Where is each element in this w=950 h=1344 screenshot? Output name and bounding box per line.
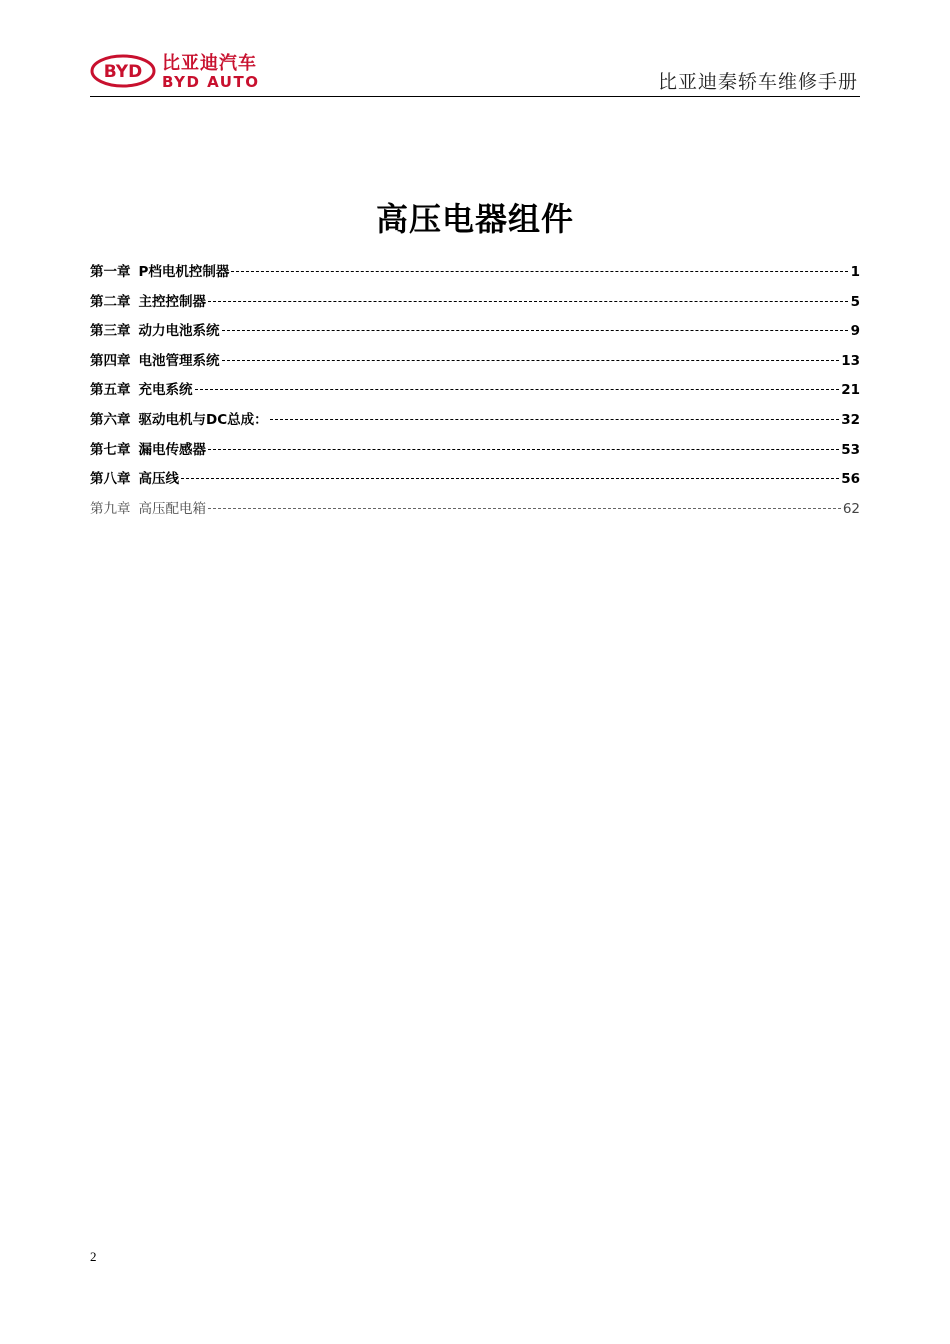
toc-chapter-label: 第七章	[90, 441, 131, 458]
toc-page-number: 32	[841, 411, 860, 428]
toc-entry[interactable]	[90, 378, 860, 408]
toc-entry-title: 充电系统	[138, 382, 193, 399]
table-of-contents	[90, 260, 860, 526]
toc-entry[interactable]	[90, 467, 860, 497]
toc-leader-dots	[270, 419, 840, 420]
logo-name-en: BYD AUTO	[162, 73, 260, 91]
toc-page-number: 9	[850, 323, 860, 340]
toc-leader-dots	[222, 330, 849, 331]
toc-leader-dots	[181, 478, 839, 479]
page-header	[90, 48, 860, 97]
toc-entry[interactable]	[90, 497, 860, 527]
manual-title: 比亚迪秦轿车维修手册	[657, 71, 858, 93]
toc-chapter-label: 第三章	[90, 323, 131, 340]
toc-entry[interactable]	[90, 290, 860, 320]
toc-chapter-label: 第二章	[90, 293, 131, 310]
toc-chapter-label: 第九章	[90, 500, 131, 517]
toc-leader-dots	[208, 449, 839, 450]
toc-page-number: 53	[841, 441, 860, 458]
toc-chapter-label: 第八章	[90, 471, 131, 488]
toc-chapter-label: 第五章	[90, 382, 131, 399]
toc-entry-title: 漏电传感器	[138, 441, 206, 458]
byd-logo	[90, 54, 280, 90]
toc-entry-title: 电池管理系统	[138, 352, 220, 369]
toc-leader-dots	[222, 360, 840, 361]
toc-entry-title: 高压线	[138, 471, 179, 488]
toc-leader-dots	[208, 508, 841, 509]
toc-leader-dots	[208, 301, 848, 302]
toc-entry[interactable]	[90, 260, 860, 290]
toc-entry[interactable]	[90, 319, 860, 349]
toc-page-number: 21	[841, 382, 860, 399]
toc-entry[interactable]	[90, 349, 860, 379]
toc-page-number: 56	[841, 471, 860, 488]
toc-leader-dots	[195, 389, 840, 390]
toc-entry-title: 主控控制器	[138, 293, 206, 310]
document-title: 高压电器组件	[375, 200, 574, 238]
toc-entry[interactable]	[90, 438, 860, 468]
toc-entry-title: 动力电池系统	[138, 323, 220, 340]
toc-entry[interactable]	[90, 408, 860, 438]
toc-entry-title: P档电机控制器	[138, 264, 230, 280]
logo-wordmark	[162, 54, 259, 90]
logo-badge-text: BYD	[103, 62, 143, 82]
toc-page-number: 1	[850, 264, 860, 280]
toc-entry-title: 高压配电箱	[138, 500, 206, 517]
toc-chapter-label: 第一章	[90, 264, 131, 280]
toc-page-number: 62	[842, 500, 860, 517]
byd-logo-badge-icon	[90, 54, 156, 88]
toc-page-number: 5	[850, 293, 860, 310]
toc-page-number: 13	[841, 352, 860, 369]
toc-chapter-label: 第六章	[90, 411, 131, 428]
toc-leader-dots	[231, 271, 848, 272]
toc-entry-title: 驱动电机与DC总成：	[138, 411, 268, 428]
logo-name-cn: 比亚迪汽车	[162, 53, 257, 74]
toc-chapter-label: 第四章	[90, 352, 131, 369]
footer-page-number: 2	[90, 1249, 97, 1264]
